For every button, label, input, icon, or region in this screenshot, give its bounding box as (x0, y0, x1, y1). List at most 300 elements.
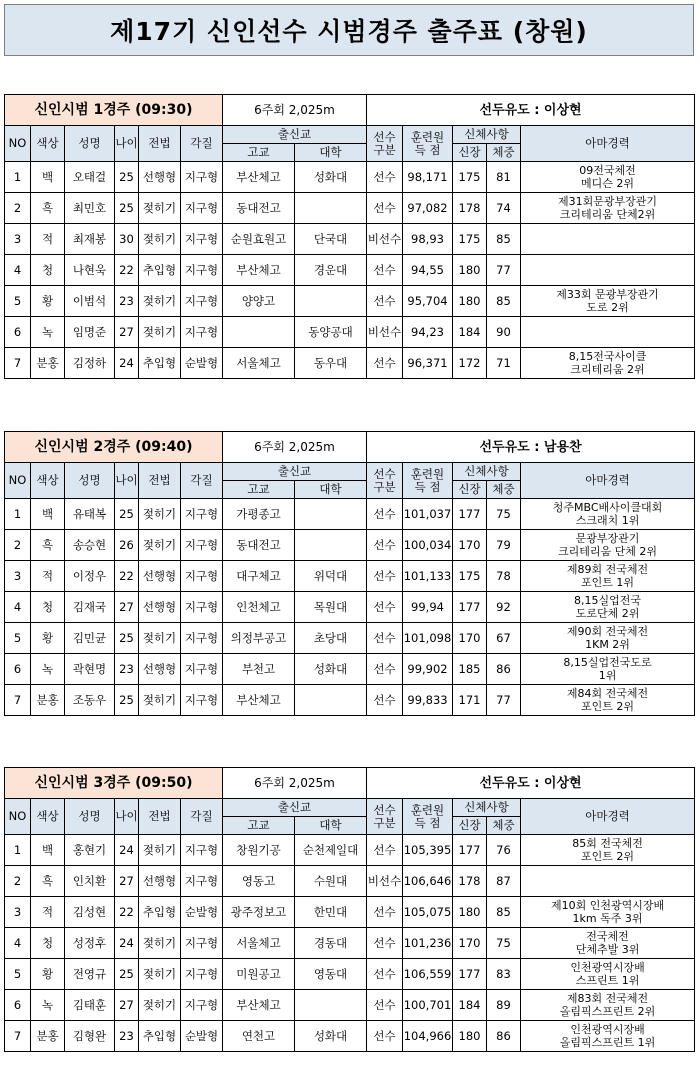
header-no: NO (5, 799, 31, 835)
cell-no: 6 (5, 654, 31, 685)
cell-color: 백 (31, 835, 65, 866)
cell-career: 제33회 문광부장관기 도로 2위 (521, 286, 695, 317)
cell-type: 선수 (367, 1021, 403, 1052)
cell-color: 녹 (31, 990, 65, 1021)
cell-score: 98,93 (403, 224, 453, 255)
cell-name: 인치환 (65, 866, 115, 897)
cell-type: 선수 (367, 835, 403, 866)
cell-height: 175 (453, 561, 487, 592)
cell-tactic: 선행형 (139, 654, 181, 685)
cell-age: 27 (115, 317, 139, 348)
cell-no: 7 (5, 685, 31, 716)
cell-no: 5 (5, 959, 31, 990)
cell-leg: 지구형 (181, 928, 223, 959)
cell-type: 선수 (367, 286, 403, 317)
cell-weight: 83 (487, 959, 521, 990)
cell-high: 부산체고 (223, 162, 295, 193)
cell-tactic: 젖히기 (139, 224, 181, 255)
cell-high (223, 317, 295, 348)
cell-score: 106,559 (403, 959, 453, 990)
cell-name: 곽현명 (65, 654, 115, 685)
rider-row (5, 1021, 695, 1052)
cell-type: 비선수 (367, 866, 403, 897)
cell-univ: 경동대 (295, 928, 367, 959)
cell-age: 25 (115, 162, 139, 193)
cell-high: 서울체고 (223, 348, 295, 379)
cell-leg: 지구형 (181, 193, 223, 224)
cell-weight: 77 (487, 685, 521, 716)
rider-row (5, 959, 695, 990)
header-body: 신체사항 (453, 799, 521, 817)
header-school: 출신교 (223, 799, 367, 817)
cell-leg: 지구형 (181, 224, 223, 255)
cell-univ (295, 499, 367, 530)
cell-score: 105,395 (403, 835, 453, 866)
rider-row (5, 990, 695, 1021)
cell-career: 인천광역시장배 스프린트 1위 (521, 959, 695, 990)
header-age: 나이 (115, 463, 139, 499)
cell-color: 녹 (31, 317, 65, 348)
cell-tactic: 선행형 (139, 866, 181, 897)
rider-row (5, 623, 695, 654)
cell-color: 분홍 (31, 685, 65, 716)
cell-height: 177 (453, 959, 487, 990)
cell-weight: 67 (487, 623, 521, 654)
cell-height: 177 (453, 835, 487, 866)
cell-type: 선수 (367, 592, 403, 623)
cell-type: 선수 (367, 255, 403, 286)
cell-color: 분홍 (31, 1021, 65, 1052)
cell-score: 106,646 (403, 866, 453, 897)
header-type: 선수 구분 (367, 126, 403, 162)
cell-leg: 지구형 (181, 499, 223, 530)
cell-type: 선수 (367, 162, 403, 193)
cell-leg: 지구형 (181, 685, 223, 716)
cell-tactic: 젖히기 (139, 286, 181, 317)
race-table (4, 767, 695, 1052)
cell-name: 김정하 (65, 348, 115, 379)
cell-career: 8,15실업전국도로 1위 (521, 654, 695, 685)
cell-leg: 순발형 (181, 897, 223, 928)
page-title: 제17기 신인선수 시범경주 출주표 (창원) (4, 4, 694, 56)
header-school: 출신교 (223, 126, 367, 144)
cell-name: 이범석 (65, 286, 115, 317)
cell-age: 23 (115, 1021, 139, 1052)
header-height: 신장 (453, 144, 487, 162)
cell-weight: 89 (487, 990, 521, 1021)
cell-career: 전국체전 단체추발 3위 (521, 928, 695, 959)
cell-high: 서울체고 (223, 928, 295, 959)
cell-career: 제31회문광부장관기 크리테리움 단체2위 (521, 193, 695, 224)
cell-height: 177 (453, 592, 487, 623)
cell-color: 황 (31, 959, 65, 990)
cell-color: 백 (31, 499, 65, 530)
cell-tactic: 젖히기 (139, 959, 181, 990)
rider-row (5, 224, 695, 255)
cell-univ (295, 685, 367, 716)
cell-univ: 순천제일대 (295, 835, 367, 866)
cell-no: 3 (5, 224, 31, 255)
cell-high: 동대전고 (223, 530, 295, 561)
header-color: 색상 (31, 463, 65, 499)
race-name: 신인시범 2경주 (09:40) (5, 432, 223, 463)
cell-type: 선수 (367, 685, 403, 716)
cell-score: 101,236 (403, 928, 453, 959)
cell-age: 25 (115, 959, 139, 990)
race-distance: 6주회 2,025m (223, 432, 367, 463)
rider-row (5, 592, 695, 623)
cell-name: 성정후 (65, 928, 115, 959)
rider-row (5, 286, 695, 317)
cell-color: 황 (31, 286, 65, 317)
cell-univ: 동우대 (295, 348, 367, 379)
cell-univ (295, 530, 367, 561)
cell-no: 2 (5, 530, 31, 561)
cell-no: 7 (5, 1021, 31, 1052)
cell-age: 25 (115, 499, 139, 530)
cell-name: 김재국 (65, 592, 115, 623)
cell-career: 제84회 전국체전 포인트 2위 (521, 685, 695, 716)
header-tactic: 전법 (139, 463, 181, 499)
cell-no: 2 (5, 193, 31, 224)
cell-tactic: 선행형 (139, 561, 181, 592)
cell-tactic: 젖히기 (139, 530, 181, 561)
cell-weight: 76 (487, 835, 521, 866)
cell-weight: 90 (487, 317, 521, 348)
cell-type: 선수 (367, 561, 403, 592)
cell-type: 선수 (367, 897, 403, 928)
cell-leg: 지구형 (181, 286, 223, 317)
cell-weight: 85 (487, 286, 521, 317)
header-weight: 체중 (487, 817, 521, 835)
cell-no: 2 (5, 866, 31, 897)
cell-high: 순원효원고 (223, 224, 295, 255)
cell-height: 170 (453, 928, 487, 959)
cell-high: 부산체고 (223, 990, 295, 1021)
cell-age: 24 (115, 928, 139, 959)
header-name: 성명 (65, 463, 115, 499)
race-section (4, 94, 694, 379)
header-height: 신장 (453, 817, 487, 835)
header-career: 아마경력 (521, 126, 695, 162)
cell-age: 23 (115, 654, 139, 685)
cell-color: 적 (31, 224, 65, 255)
cell-age: 30 (115, 224, 139, 255)
header-high: 고교 (223, 481, 295, 499)
cell-tactic: 젖히기 (139, 317, 181, 348)
header-body: 신체사항 (453, 463, 521, 481)
cell-height: 184 (453, 990, 487, 1021)
rider-row (5, 685, 695, 716)
cell-weight: 79 (487, 530, 521, 561)
cell-height: 178 (453, 193, 487, 224)
cell-age: 22 (115, 897, 139, 928)
header-univ: 대학 (295, 144, 367, 162)
cell-score: 99,902 (403, 654, 453, 685)
cell-career (521, 317, 695, 348)
header-color: 색상 (31, 799, 65, 835)
cell-height: 180 (453, 255, 487, 286)
cell-name: 전영규 (65, 959, 115, 990)
cell-score: 101,133 (403, 561, 453, 592)
header-height: 신장 (453, 481, 487, 499)
cell-leg: 순발형 (181, 348, 223, 379)
cell-high: 영동고 (223, 866, 295, 897)
cell-univ (295, 193, 367, 224)
cell-score: 100,034 (403, 530, 453, 561)
cell-weight: 71 (487, 348, 521, 379)
cell-career: 8,15실업전국 도로단체 2위 (521, 592, 695, 623)
cell-height: 177 (453, 499, 487, 530)
cell-height: 180 (453, 1021, 487, 1052)
cell-age: 25 (115, 193, 139, 224)
cell-high: 부산체고 (223, 685, 295, 716)
cell-weight: 81 (487, 162, 521, 193)
cell-score: 96,371 (403, 348, 453, 379)
cell-weight: 86 (487, 654, 521, 685)
cell-type: 선수 (367, 654, 403, 685)
race-distance: 6주회 2,025m (223, 95, 367, 126)
cell-high: 대구체고 (223, 561, 295, 592)
cell-tactic: 선행형 (139, 592, 181, 623)
cell-type: 선수 (367, 530, 403, 561)
cell-weight: 92 (487, 592, 521, 623)
rider-row (5, 866, 695, 897)
cell-name: 김민균 (65, 623, 115, 654)
cell-name: 홍현기 (65, 835, 115, 866)
cell-tactic: 젖히기 (139, 623, 181, 654)
cell-color: 적 (31, 897, 65, 928)
cell-height: 178 (453, 866, 487, 897)
cell-color: 백 (31, 162, 65, 193)
cell-weight: 77 (487, 255, 521, 286)
cell-weight: 87 (487, 866, 521, 897)
cell-age: 27 (115, 866, 139, 897)
rider-row (5, 897, 695, 928)
cell-career: 제89회 전국체전 포인트 1위 (521, 561, 695, 592)
cell-tactic: 젖히기 (139, 835, 181, 866)
cell-height: 180 (453, 897, 487, 928)
cell-type: 선수 (367, 499, 403, 530)
cell-score: 101,037 (403, 499, 453, 530)
cell-score: 94,55 (403, 255, 453, 286)
cell-color: 청 (31, 928, 65, 959)
cell-score: 98,171 (403, 162, 453, 193)
header-leg: 각질 (181, 463, 223, 499)
cell-color: 분홍 (31, 348, 65, 379)
header-name: 성명 (65, 126, 115, 162)
cell-no: 5 (5, 286, 31, 317)
cell-tactic: 젖히기 (139, 685, 181, 716)
cell-score: 97,082 (403, 193, 453, 224)
race-section (4, 767, 694, 1052)
cell-type: 선수 (367, 348, 403, 379)
cell-tactic: 추입형 (139, 1021, 181, 1052)
cell-tactic: 추입형 (139, 897, 181, 928)
cell-career: 제10회 인천광역시장배 1km 독주 3위 (521, 897, 695, 928)
cell-age: 24 (115, 835, 139, 866)
cell-no: 4 (5, 592, 31, 623)
cell-color: 흑 (31, 866, 65, 897)
cell-high: 부천고 (223, 654, 295, 685)
cell-univ: 단국대 (295, 224, 367, 255)
cell-career: 인천광역시장배 올림픽스프린트 1위 (521, 1021, 695, 1052)
cell-high: 양양고 (223, 286, 295, 317)
header-leg: 각질 (181, 799, 223, 835)
cell-name: 김성현 (65, 897, 115, 928)
cell-height: 175 (453, 224, 487, 255)
cell-career: 제83회 전국체전 올림픽스프린트 2위 (521, 990, 695, 1021)
cell-no: 1 (5, 162, 31, 193)
cell-career (521, 866, 695, 897)
cell-weight: 74 (487, 193, 521, 224)
race-table (4, 431, 695, 716)
cell-tactic: 추입형 (139, 348, 181, 379)
header-no: NO (5, 463, 31, 499)
cell-leg: 지구형 (181, 162, 223, 193)
header-type: 선수 구분 (367, 799, 403, 835)
cell-height: 170 (453, 530, 487, 561)
cell-no: 3 (5, 897, 31, 928)
cell-leg: 지구형 (181, 835, 223, 866)
cell-age: 23 (115, 286, 139, 317)
cell-height: 184 (453, 317, 487, 348)
cell-name: 김형완 (65, 1021, 115, 1052)
cell-high: 광주정보고 (223, 897, 295, 928)
header-no: NO (5, 126, 31, 162)
cell-weight: 85 (487, 224, 521, 255)
cell-height: 172 (453, 348, 487, 379)
cell-univ: 수원대 (295, 866, 367, 897)
header-career: 아마경력 (521, 463, 695, 499)
cell-career: 제90회 전국체전 1KM 2위 (521, 623, 695, 654)
cell-age: 26 (115, 530, 139, 561)
header-tactic: 전법 (139, 126, 181, 162)
cell-weight: 85 (487, 897, 521, 928)
cell-univ: 목원대 (295, 592, 367, 623)
cell-age: 27 (115, 990, 139, 1021)
cell-career: 문광부장관기 크리테리움 단체 2위 (521, 530, 695, 561)
cell-score: 94,23 (403, 317, 453, 348)
cell-no: 7 (5, 348, 31, 379)
rider-row (5, 162, 695, 193)
cell-high: 인천체고 (223, 592, 295, 623)
header-career: 아마경력 (521, 799, 695, 835)
cell-name: 오태걸 (65, 162, 115, 193)
header-school: 출신교 (223, 463, 367, 481)
rider-row (5, 835, 695, 866)
cell-name: 송승현 (65, 530, 115, 561)
cell-type: 비선수 (367, 224, 403, 255)
cell-weight: 86 (487, 1021, 521, 1052)
cell-color: 녹 (31, 654, 65, 685)
header-high: 고교 (223, 817, 295, 835)
cell-weight: 75 (487, 928, 521, 959)
cell-no: 1 (5, 499, 31, 530)
rider-row (5, 499, 695, 530)
header-tactic: 전법 (139, 799, 181, 835)
cell-color: 흑 (31, 530, 65, 561)
cell-age: 24 (115, 348, 139, 379)
cell-height: 185 (453, 654, 487, 685)
cell-name: 이정우 (65, 561, 115, 592)
cell-high: 창원기공 (223, 835, 295, 866)
cell-career: 청주MBC배사이클대회 스크래치 1위 (521, 499, 695, 530)
cell-leg: 지구형 (181, 654, 223, 685)
header-univ: 대학 (295, 817, 367, 835)
rider-row (5, 255, 695, 286)
header-univ: 대학 (295, 481, 367, 499)
cell-univ (295, 990, 367, 1021)
cell-no: 4 (5, 928, 31, 959)
rider-row (5, 928, 695, 959)
race-distance: 6주회 2,025m (223, 768, 367, 799)
header-weight: 체중 (487, 481, 521, 499)
cell-score: 105,075 (403, 897, 453, 928)
cell-leg: 지구형 (181, 530, 223, 561)
cell-name: 나현욱 (65, 255, 115, 286)
cell-career (521, 255, 695, 286)
cell-name: 유태복 (65, 499, 115, 530)
cell-career: 8,15전국사이클 크리테리움 2위 (521, 348, 695, 379)
cell-no: 4 (5, 255, 31, 286)
cell-tactic: 젖히기 (139, 499, 181, 530)
cell-type: 선수 (367, 990, 403, 1021)
race-name: 신인시범 1경주 (09:30) (5, 95, 223, 126)
cell-score: 99,833 (403, 685, 453, 716)
cell-score: 101,098 (403, 623, 453, 654)
cell-univ: 경운대 (295, 255, 367, 286)
cell-type: 선수 (367, 959, 403, 990)
race-pilot: 선두유도 : 이상현 (367, 95, 695, 126)
cell-high: 부산체고 (223, 255, 295, 286)
cell-univ: 영동대 (295, 959, 367, 990)
cell-leg: 지구형 (181, 255, 223, 286)
cell-no: 1 (5, 835, 31, 866)
cell-height: 175 (453, 162, 487, 193)
cell-no: 6 (5, 990, 31, 1021)
header-score: 훈련원 득 점 (403, 126, 453, 162)
header-color: 색상 (31, 126, 65, 162)
cell-leg: 지구형 (181, 866, 223, 897)
rider-row (5, 348, 695, 379)
cell-univ: 동양공대 (295, 317, 367, 348)
header-body: 신체사항 (453, 126, 521, 144)
cell-tactic: 젖히기 (139, 990, 181, 1021)
cell-height: 170 (453, 623, 487, 654)
rider-row (5, 530, 695, 561)
header-score: 훈련원 득 점 (403, 799, 453, 835)
header-high: 고교 (223, 144, 295, 162)
cell-high: 동대전고 (223, 193, 295, 224)
cell-color: 흑 (31, 193, 65, 224)
cell-score: 99,94 (403, 592, 453, 623)
cell-type: 선수 (367, 928, 403, 959)
header-leg: 각질 (181, 126, 223, 162)
cell-weight: 75 (487, 499, 521, 530)
cell-name: 조동우 (65, 685, 115, 716)
cell-tactic: 선행형 (139, 162, 181, 193)
cell-leg: 지구형 (181, 623, 223, 654)
cell-color: 청 (31, 592, 65, 623)
cell-age: 25 (115, 685, 139, 716)
header-age: 나이 (115, 126, 139, 162)
cell-color: 적 (31, 561, 65, 592)
cell-leg: 지구형 (181, 990, 223, 1021)
cell-no: 5 (5, 623, 31, 654)
cell-score: 95,704 (403, 286, 453, 317)
cell-tactic: 젖히기 (139, 928, 181, 959)
